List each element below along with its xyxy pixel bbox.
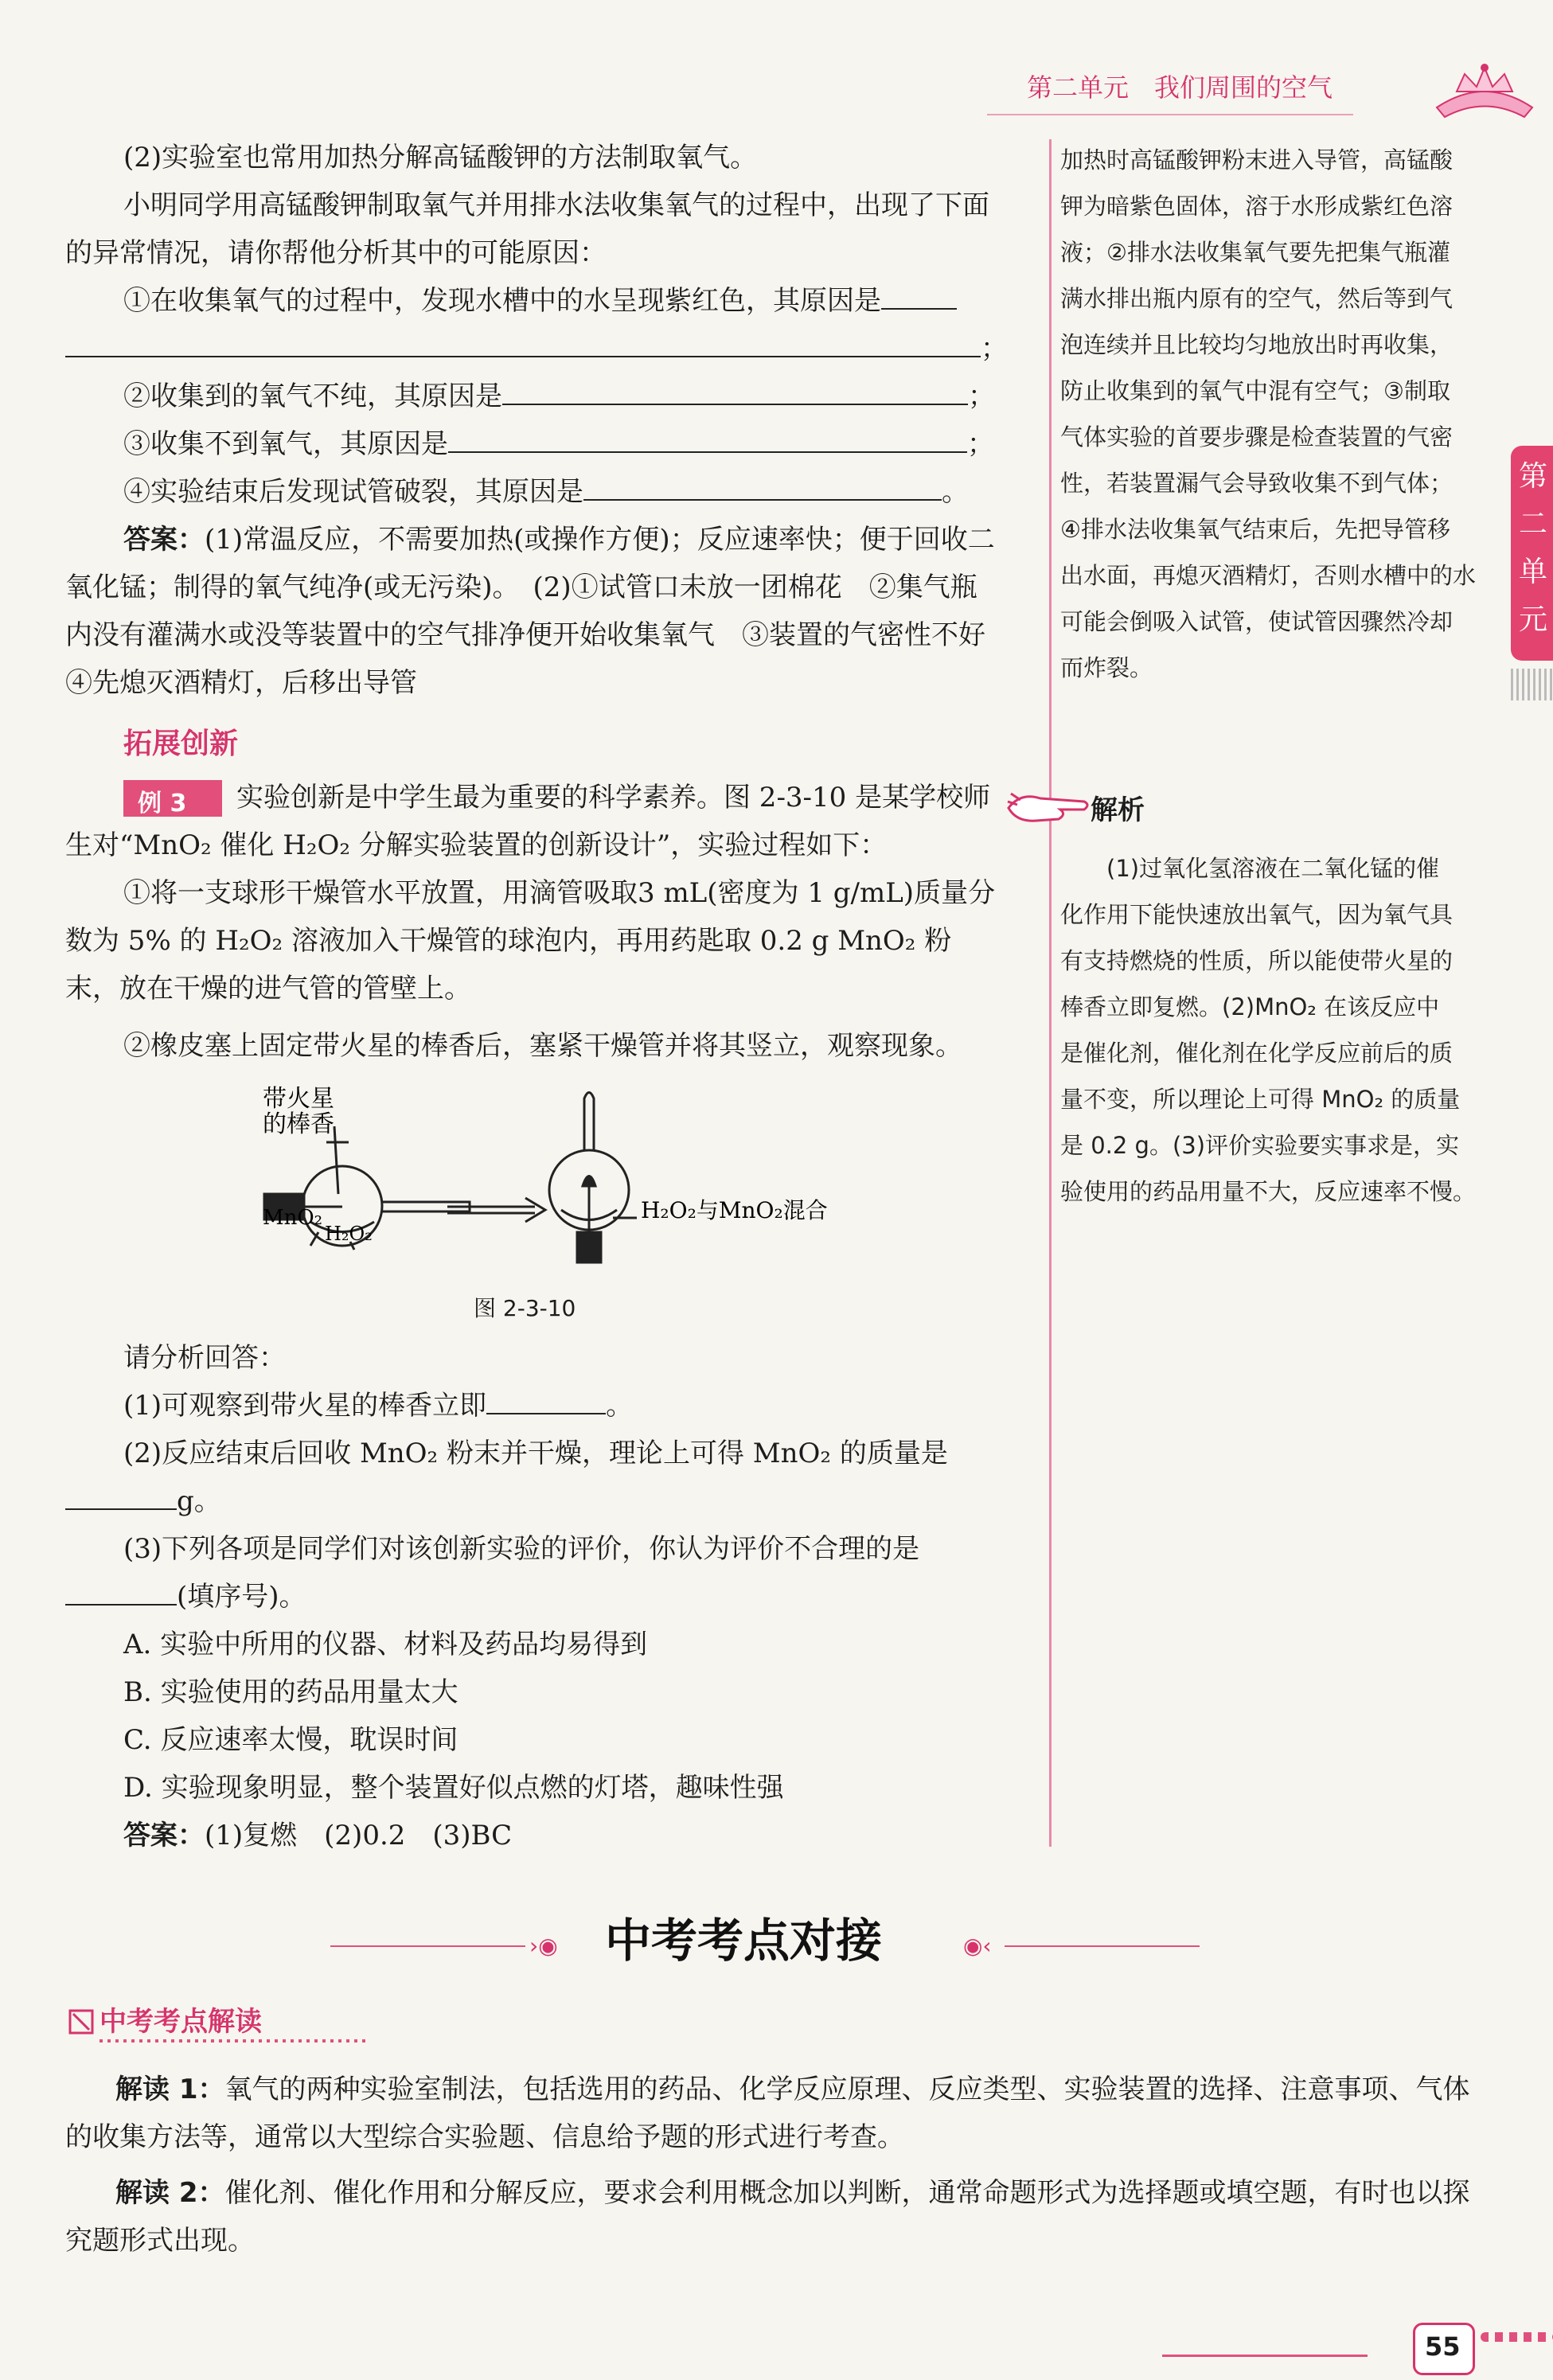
subsection-dots xyxy=(100,2039,370,2043)
column-divider xyxy=(1049,139,1052,1847)
reading-1-text: 氧气的两种实验室制法，包括选用的药品、化学反应原理、反应类型、实验装置的选择、注意事项、气体的收集方法等，通常以大型综合实验题、信息给予题的形式进行考查。 xyxy=(65,2074,1470,2153)
book-crown-icon xyxy=(1429,60,1540,123)
option-d: D. 实验现象明显，整个装置好似点燃的灯塔，趣味性强 xyxy=(123,1772,784,1804)
example-intro xyxy=(65,774,1005,869)
answer-blank xyxy=(486,1389,606,1414)
header-rule xyxy=(987,114,1353,115)
figure-label-mix: H₂O₂与MnO₂混合 xyxy=(641,1197,828,1223)
answer-label: 答案： xyxy=(123,1820,205,1851)
side-tab-stripes xyxy=(1511,669,1553,700)
answer-label: 答案： xyxy=(123,524,205,556)
q2-item-4 xyxy=(123,468,969,516)
reading-2-label: 解读 2： xyxy=(115,2177,225,2209)
questions-prompt: 请分析回答： xyxy=(123,1342,286,1374)
subsection-marker-icon xyxy=(65,2006,97,2038)
title-arrow-left: ›◉ xyxy=(529,1933,558,1959)
analysis-line: 有支持燃烧的性质，所以能使带火星的 xyxy=(1060,947,1453,974)
analysis-line: 是催化剂，催化剂在化学反应前后的质 xyxy=(1060,1040,1453,1067)
figure-caption: 图 2-3-10 xyxy=(474,1295,576,1321)
note-line: 泡连续并且比较均匀地放出时再收集， xyxy=(1060,331,1453,358)
side-tab-char: 二 xyxy=(1519,508,1548,540)
right-notes-top xyxy=(1060,137,1506,691)
figure-label-stick: 带火星 xyxy=(263,1085,334,1113)
subsection-title: 中考考点解读 xyxy=(100,2006,262,2038)
side-tab-char: 单 xyxy=(1519,556,1548,588)
figure-label-stick2: 的棒香 xyxy=(263,1110,334,1138)
question-2: (2)反应结束后回收 MnO₂ 粉末并干燥，理论上可得 MnO₂ 的质量是 xyxy=(123,1438,948,1469)
note-line: 而炸裂。 xyxy=(1060,654,1153,681)
period: 。 xyxy=(606,1390,634,1422)
question-2-cont xyxy=(65,1477,221,1525)
answer-blank xyxy=(502,380,968,405)
period: 。 xyxy=(942,476,969,508)
q2-item-3-text: ③收集不到氧气，其原因是 xyxy=(123,428,448,460)
question-3: (3)下列各项是同学们对该创新实验的评价，你认为评价不合理的是 xyxy=(123,1533,920,1565)
figure-label-h2o2: H₂O₂ xyxy=(325,1223,373,1245)
q2-item-1 xyxy=(123,277,957,325)
note-line: 满水排出瓶内原有的空气，然后等到气 xyxy=(1060,285,1453,312)
analysis-line: 量不变，所以理论上可得 MnO₂ 的质量 xyxy=(1060,1086,1461,1113)
title-rule-left xyxy=(330,1945,525,1947)
unit-title: 第二单元 我们周围的空气 xyxy=(1027,72,1333,103)
semicolon: ； xyxy=(968,380,995,412)
answer-text: (1)常温反应，不需要加热(或操作方便)；反应速率快；便于回收二氧化锰；制得的氧气纯净(或无污染)。 (2)①试管口未放一团棉花 ②集气瓶内没有灌满水或没等装置中的空气排净便开始收集氧气 ③装置的气密性不好 ④先熄灭酒精灯，后移出导管 xyxy=(65,524,1013,699)
analysis-line: 化作用下能快速放出氧气，因为氧气具 xyxy=(1060,901,1453,928)
figure-label-mno2: MnO₂ xyxy=(263,1206,323,1230)
semicolon: ； xyxy=(981,333,1008,365)
question-3-suffix: (填序号)。 xyxy=(177,1581,306,1613)
footer-rule xyxy=(1162,2355,1368,2357)
example-intro-formula: MnO₂ 催化 H₂O₂ 分解实验装置的创新设计 xyxy=(133,829,657,861)
analysis-line: 是 0.2 g。(3)评价实验要实事求是，实 xyxy=(1060,1132,1460,1159)
answer-blank xyxy=(881,284,957,310)
example-step-2: ②橡皮塞上固定带火星的棒香后，塞紧干燥管并将其竖立，观察现象。 xyxy=(123,1030,962,1062)
note-line: ④排水法收集氧气结束后，先把导管移 xyxy=(1060,516,1450,543)
question-2-unit: g。 xyxy=(177,1485,221,1517)
example-step-1: ①将一支球形干燥管水平放置，用滴管吸取3 mL(密度为 1 g/mL)质量分数为 5% 的 H₂O₂ 溶液加入干燥管的球泡内，再用药匙取 0.2 g MnO₂ 粉末，放在干燥的进气管的管壁上。 xyxy=(65,877,996,1005)
analysis-line: 棒香立即复燃。(2)MnO₂ 在该反应中 xyxy=(1060,993,1440,1020)
note-line: 钾为暗紫色固体，溶于水形成紫红色溶 xyxy=(1060,193,1453,220)
title-arrow-right: ◉‹ xyxy=(963,1933,992,1959)
q2-answer xyxy=(65,516,1013,707)
pointing-hand-icon xyxy=(1005,784,1092,832)
side-unit-tab xyxy=(1511,446,1553,661)
example-answer xyxy=(123,1812,512,1859)
note-line: 出水面，再熄灭酒精灯，否则水槽中的水 xyxy=(1060,562,1477,589)
reading-1 xyxy=(65,2066,1482,2161)
analysis-title: 解析 xyxy=(1091,794,1145,826)
note-line: 气体实验的首要步骤是检查装置的气密 xyxy=(1060,423,1453,451)
q2-item-1-text: ①在收集氧气的过程中，发现水槽中的水呈现紫红色，其原因是 xyxy=(123,285,881,317)
q2-item-4-text: ④实验结束后发现试管破裂，其原因是 xyxy=(123,476,583,508)
q2-item-2-text: ②收集到的氧气不纯，其原因是 xyxy=(123,380,502,412)
q2-item-1-cont xyxy=(65,325,1008,373)
example-intro-b: ”，实验过程如下： xyxy=(656,829,888,861)
question-1 xyxy=(123,1382,633,1430)
note-line: 液；②排水法收集氧气要先把集气瓶灌 xyxy=(1060,239,1450,266)
reading-1-label: 解读 1： xyxy=(115,2074,225,2105)
section-title-zhongkao: 中考考点对接 xyxy=(605,1914,883,1968)
answer-blank xyxy=(583,475,942,501)
q2-description: 小明同学用高锰酸钾制取氧气并用排水法收集氧气的过程中，出现了下面的异常情况，请你帮他分析其中的可能原因： xyxy=(65,189,989,269)
option-c: C. 反应速率太慢，耽误时间 xyxy=(123,1724,458,1756)
reading-2 xyxy=(65,2169,1482,2265)
footer-dots xyxy=(1481,2332,1553,2342)
option-b: B. 实验使用的药品用量太大 xyxy=(123,1676,458,1708)
answer-blank xyxy=(448,427,967,453)
title-rule-right xyxy=(1005,1945,1200,1947)
analysis-body xyxy=(1060,845,1506,1215)
note-line: 防止收集到的氧气中混有空气；③制取 xyxy=(1060,377,1450,404)
q2-intro: (2)实验室也常用加热分解高锰酸钾的方法制取氧气。 xyxy=(123,142,758,174)
page-number: 55 xyxy=(1425,2331,1461,2362)
analysis-line: 验使用的药品用量不大，反应速率不慢。 xyxy=(1060,1178,1477,1205)
q2-item-3 xyxy=(123,420,994,468)
answer-blank xyxy=(65,1580,177,1606)
page-number-box xyxy=(1413,2323,1475,2375)
semicolon: ； xyxy=(967,428,994,460)
header-bar xyxy=(987,60,1553,115)
note-line: 加热时高锰酸钾粉末进入导管，高锰酸 xyxy=(1060,146,1453,174)
example-intro-a: 实验创新是中学生最为重要的科学素养。图 2-3-10 是某学校师生对“ xyxy=(65,782,991,861)
question-3-cont xyxy=(65,1573,306,1621)
note-line: 性，若装置漏气会导致收集不到气体； xyxy=(1060,470,1453,497)
section-title-extension: 拓展创新 xyxy=(123,728,239,760)
side-tab-char: 元 xyxy=(1519,603,1548,636)
option-a: A. 实验中所用的仪器、材料及药品均易得到 xyxy=(123,1629,648,1660)
question-1-text: (1)可观察到带火星的棒香立即 xyxy=(123,1390,487,1422)
analysis-line: (1)过氧化氢溶液在二氧化锰的催 xyxy=(1060,855,1440,882)
apparatus-figure xyxy=(239,1083,876,1274)
answer-blank xyxy=(65,332,981,357)
side-tab-char: 第 xyxy=(1519,460,1548,493)
reading-2-text: 催化剂、催化作用和分解反应，要求会利用概念加以判断，通常命题形式为选择题或填空题，有时也以探究题形式出现。 xyxy=(65,2177,1470,2257)
answer-blank xyxy=(65,1485,177,1510)
q2-item-2 xyxy=(123,373,995,420)
example-badge-label: 例 3 xyxy=(138,790,187,817)
answer-text: (1)复燃 (2)0.2 (3)BC xyxy=(205,1820,513,1851)
note-line: 可能会倒吸入试管，使试管因骤然冷却 xyxy=(1060,608,1453,635)
